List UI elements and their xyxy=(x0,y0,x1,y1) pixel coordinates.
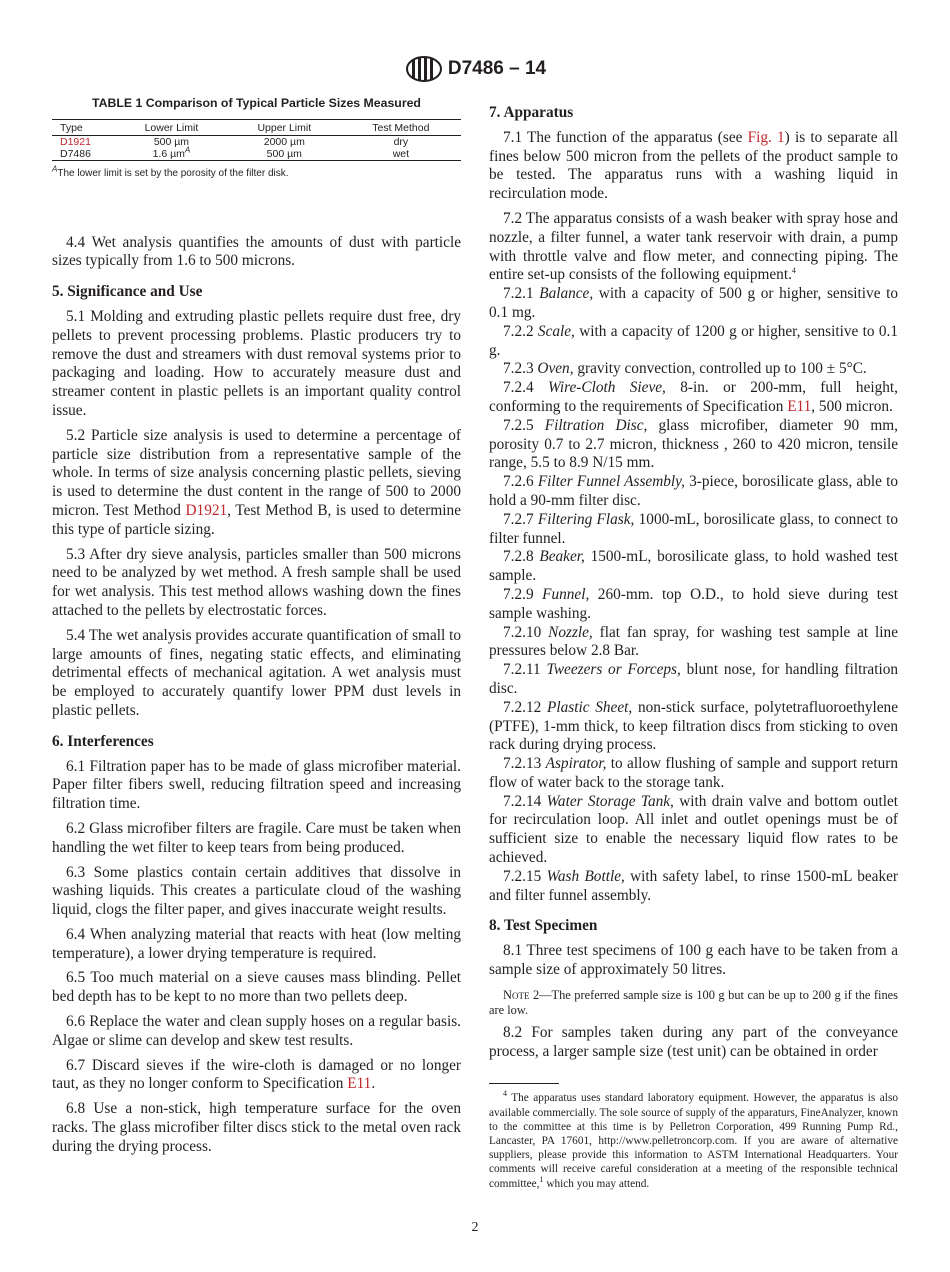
term: Wire-Cloth Sieve, xyxy=(547,379,666,397)
table-cell: 500 µm xyxy=(153,135,190,148)
table-cell: dry xyxy=(393,135,409,148)
text: 7.2.14 xyxy=(503,792,547,810)
footnote-marker: A xyxy=(184,145,191,155)
paragraph xyxy=(52,864,461,920)
paragraph xyxy=(489,1024,898,1062)
left-body xyxy=(52,234,461,1157)
table-1 xyxy=(52,94,461,228)
text: 7.2.8 xyxy=(503,548,540,566)
text: 6.3 Some plastics contain certain additives that dissolve in washing liquids. This creates a particulate cloud of the washing liquid, clogs the filter paper, and gives inaccurate weight results. xyxy=(52,863,461,919)
text: 7.2.15 xyxy=(503,867,547,885)
text: 6.7 Discard sieves if the wire-cloth is damaged or no longer taut, as they no longer conform to Specification xyxy=(52,1056,461,1093)
paragraph xyxy=(52,234,461,272)
text: with a capacity of 500 g or higher, sensitive to 0.1 mg. xyxy=(489,285,899,321)
paragraph xyxy=(489,793,898,868)
paragraph xyxy=(489,624,898,662)
term: Tweezers or Forceps, xyxy=(546,661,681,679)
column-header: Lower Limit xyxy=(115,119,228,135)
paragraph xyxy=(52,1100,461,1156)
term: Filtration Disc, xyxy=(544,416,648,434)
page-number: 2 xyxy=(471,1220,479,1235)
text: 3-piece, borosilicate glass, able to hold a 90-mm filter disc. xyxy=(489,473,899,509)
table-cell: D7486 xyxy=(60,147,91,160)
text: 8. Test Specimen xyxy=(489,917,598,935)
term: Funnel, xyxy=(542,585,590,603)
text: 8.2 For samples taken during any part of the conveyance process, a larger sample size (test unit) can be obtained in order xyxy=(489,1023,898,1060)
table-footnote xyxy=(52,165,461,184)
reference-link[interactable]: D1921 xyxy=(185,501,228,519)
column-header: Upper Limit xyxy=(228,119,341,135)
page-header xyxy=(0,54,950,84)
paragraph xyxy=(489,285,898,323)
paragraph xyxy=(52,627,461,721)
reference-link[interactable]: E11 xyxy=(347,1075,372,1093)
footnote-ref: 1 xyxy=(539,1174,544,1184)
text: The apparatus uses standard laboratory equipment. However, the apparatus is also available commercially. The sole source of supply of the apparaturs, FineAnalyzer, known to the committee at this time is by Pelletron Corporation, 499 Running Pump Rd., Lancaster, PA 17601, http://www.pelletroncorp.com. If you are aware of alternative suppliers, please provide this information to ASTM International Headquarters. Your comments will receive careful consideration at a meeting of the responsible technical committee, xyxy=(489,1092,898,1190)
footnote-text: The lower limit is set by the porosity of the filter disk. xyxy=(57,167,289,179)
text: glass microfiber, diameter 90 mm, porosity 0.7 to 2.7 micron, thickness , 260 to 420 micron, tensile range, 5.5 to 8.9 N/15 mm. xyxy=(489,416,899,472)
paragraph xyxy=(489,699,898,755)
text: 6.5 Too much material on a sieve causes mass blinding. Pellet bed depth has to be kept to no more than two pellets deep. xyxy=(52,969,461,1006)
note-label: Note xyxy=(503,987,530,1002)
standard-designation: D7486 – 14 xyxy=(447,58,547,79)
reference-link[interactable]: E11 xyxy=(787,397,812,415)
paragraph xyxy=(52,427,461,540)
text: 7.2.12 xyxy=(503,698,548,716)
term: Plastic Sheet, xyxy=(547,698,633,716)
term: Aspirator, xyxy=(545,755,607,773)
text: with drain valve and bottom outlet for recirculation loop. All inlet and outlet openings must be of sufficient size to enable the necessary liquid flow rates to be achieved. xyxy=(489,792,898,867)
text: 7.2.5 xyxy=(503,416,545,434)
text: 6.6 Replace the water and clean supply hoses on a regular basis. Algae or slime can develop and skew test results. xyxy=(52,1013,461,1049)
paragraph xyxy=(489,755,898,793)
text: 7.2.11 xyxy=(503,661,547,679)
text: non-stick surface, polytetrafluoroethylene (PTFE), 1-mm thick, to keep filtration discs from sticking to oven rack during drying process. xyxy=(489,698,898,754)
text: 7.2.9 xyxy=(503,585,543,603)
term: Wash Bottle, xyxy=(546,867,625,885)
text: 7.2.4 xyxy=(503,379,548,397)
text: 8-in. or 200-mm, full height, conforming to the requirements of Specification xyxy=(489,379,898,415)
term: Scale, xyxy=(537,322,575,340)
text: 260-mm. top O.D., to hold sieve during test sample washing. xyxy=(489,585,898,622)
text: which you may attend. xyxy=(543,1177,650,1190)
text: ) is to separate all fines below 500 micron from the pellets of the product sample to be tested. The apparatus runs with a washing liquid in recirculation mode. xyxy=(489,128,899,203)
text: 6.2 Glass microfiber filters are fragile. Care must be taken when handling the wet filter to keep tears from being produced. xyxy=(52,819,461,856)
paragraph xyxy=(489,942,898,980)
paragraph xyxy=(52,926,461,964)
table-row xyxy=(52,135,461,148)
text: flat fan spray, for washing test sample at line pressures below 2.8 Bar. xyxy=(489,623,898,660)
text: . xyxy=(371,1075,376,1093)
particle-size-table xyxy=(52,119,461,161)
footnote xyxy=(489,1091,898,1190)
cell-text: 1.6 µm xyxy=(152,147,185,160)
term: Filter Funnel Assembly, xyxy=(537,473,685,491)
term: Filtering Flask, xyxy=(537,510,635,528)
paragraph xyxy=(489,210,898,285)
paragraph xyxy=(489,360,898,379)
text: 8.1 Three test specimens of 100 g each have to be taken from a sample size of approximately 50 litres. xyxy=(489,942,898,979)
paragraph xyxy=(52,1057,461,1095)
column-header: Type xyxy=(52,119,115,135)
section-heading xyxy=(52,283,461,302)
footnote-marker: A xyxy=(52,164,58,174)
table-cell: wet xyxy=(392,147,410,160)
table-cell xyxy=(115,145,228,161)
paragraph xyxy=(489,417,898,473)
paragraph xyxy=(489,661,898,699)
reference-link[interactable]: Fig. 1 xyxy=(747,128,785,146)
text: 2—The preferred sample size is 100 g but can be up to 200 g if the fines are low. xyxy=(489,987,898,1017)
text: 5.2 Particle size analysis is used to determine a percentage of particle size distribution from a representative sample of the whole. In terms of size analysis concerning plastic pellets, sieving is used to determine the dust content in the range of 500 to 2000 micron. Test Method xyxy=(52,426,461,519)
right-column xyxy=(489,92,898,1191)
text: 6.4 When analyzing material that reacts with heat (low melting temperature), a lower drying temperature is required. xyxy=(52,925,461,962)
text: 6.1 Filtration paper has to be made of glass microfiber material. Paper filter fibers swell, reducing filtration speed and increasing filtration time. xyxy=(52,757,461,813)
paragraph xyxy=(489,379,898,417)
text: 6.8 Use a non-stick, high temperature surface for the oven racks. The glass microfiber filter discs stick to the metal oven rack during the drying process. xyxy=(52,1100,461,1155)
section-heading xyxy=(52,733,461,752)
text: blunt nose, for handling filtration disc. xyxy=(489,661,898,697)
text: to allow flushing of sample and support return flow of water back to the storage tank. xyxy=(489,755,898,791)
text: 5.3 After dry sieve analysis, particles smaller than 500 microns need to be analyzed by wet method. A fresh sample shall be used for wet analysis. This test method allows washing down the fines attached to the pellets by electrostatic forces. xyxy=(52,545,461,619)
text: 1500-mL, borosilicate glass, to hold washed test sample. xyxy=(489,548,899,585)
text: with a capacity of 1200 g or higher, sensitive to 0.1 g. xyxy=(489,322,898,359)
table-cell: 2000 µm xyxy=(263,135,305,148)
paragraph xyxy=(52,308,461,421)
paragraph xyxy=(489,548,898,586)
column-header: Test Method xyxy=(341,119,461,135)
footnote-ref: 4 xyxy=(791,266,796,276)
paragraph xyxy=(489,586,898,624)
term: Balance, xyxy=(539,285,594,303)
paragraph xyxy=(489,511,898,549)
term: Beaker, xyxy=(539,548,585,566)
term: Water Storage Tank, xyxy=(546,792,674,810)
paragraph xyxy=(52,969,461,1007)
paragraph xyxy=(52,820,461,858)
left-column xyxy=(52,92,461,1157)
note xyxy=(489,988,898,1018)
text: 7.1 The function of the apparatus (see xyxy=(503,128,748,146)
text: 7.2.6 xyxy=(503,473,538,491)
text: 1000-mL, borosilicate glass, to connect to filter funnel. xyxy=(489,510,898,547)
text: with safety label, to rinse 1500-mL beaker and filter funnel assembly. xyxy=(489,867,899,904)
footnote-ref: 4 xyxy=(503,1089,507,1099)
table-title: TABLE 1 Comparison of Typical Particle Sizes Measured xyxy=(92,96,421,110)
paragraph xyxy=(52,1013,461,1051)
text: 7.2.1 xyxy=(503,285,540,303)
section-heading xyxy=(489,917,898,936)
table-cell: 500 µm xyxy=(266,147,302,160)
text: gravity convection, controlled up to 100 ± 5°C. xyxy=(573,360,867,378)
text: 7.2.2 xyxy=(503,322,538,340)
right-body xyxy=(489,104,898,1191)
term: Oven, xyxy=(537,360,574,378)
text: 7.2.3 xyxy=(503,360,538,378)
astm-logo-icon xyxy=(404,54,444,84)
paragraph xyxy=(489,473,898,511)
paragraph xyxy=(52,546,461,621)
text: 7.2.13 xyxy=(503,755,546,773)
text: 7.2.7 xyxy=(503,510,538,528)
paragraph xyxy=(489,129,898,204)
text: 5.1 Molding and extruding plastic pellets require dust free, dry pellets to prevent processing problems. Plastic producers try to remove the dust and streamers with dust removal systems prior to packaging and loading. How to accurately measure dust and streamer content in plastic pellets is an important quality control issue. xyxy=(52,307,461,419)
text: , 500 micron. xyxy=(811,397,893,415)
paragraph xyxy=(489,868,898,906)
text: 5. Significance and Use xyxy=(52,283,203,301)
text: 4.4 Wet analysis quantifies the amounts of dust with particle sizes typically from 1.6 to 500 microns. xyxy=(52,233,461,270)
term: Nozzle, xyxy=(548,623,593,641)
text: 7. Apparatus xyxy=(489,104,574,121)
section-heading xyxy=(489,104,898,123)
footnote-rule xyxy=(489,1083,559,1084)
paragraph xyxy=(489,323,898,361)
paragraph xyxy=(52,758,461,814)
text: 7.2.10 xyxy=(503,623,549,641)
table-row xyxy=(52,148,461,161)
text: 5.4 The wet analysis provides accurate quantification of small to large amounts of fines, negating static effects, and eliminating detrimental effects of mechanical agitation. A wet analysis must be employed to accurately quantify lower PPM dust levels in plastic pellets. xyxy=(52,626,461,719)
text: , Test Method B, is used to determine this type of particle sizing. xyxy=(52,501,461,538)
text: 7.2 The apparatus consists of a wash beaker with spray hose and nozzle, a filter funnel, a water tank reservoir with drain, a pump with throttle valve and flow meter, and connecting piping. The entire set-up consists of the following equipment. xyxy=(489,209,898,284)
text: 6. Interferences xyxy=(52,732,154,750)
d1921-link[interactable]: D1921 xyxy=(60,135,91,148)
